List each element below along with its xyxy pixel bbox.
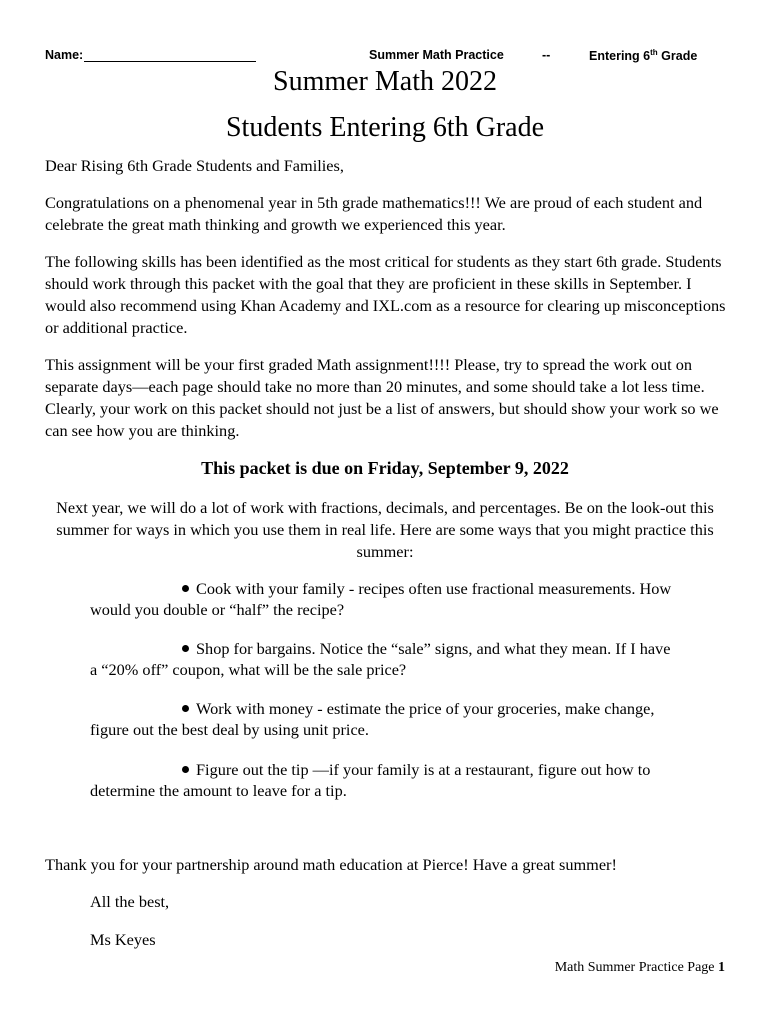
page-number: 1 xyxy=(718,960,725,975)
list-item xyxy=(90,698,730,740)
header-title: Summer Math Practice xyxy=(369,48,504,62)
header-grade-sup: th xyxy=(650,48,658,57)
list-item-line2: determine the amount to leave for a tip. xyxy=(90,781,347,800)
name-field xyxy=(45,48,256,62)
header-grade xyxy=(589,48,697,63)
signature: Ms Keyes xyxy=(90,930,156,949)
page-subtitle: Students Entering 6th Grade xyxy=(225,112,545,143)
bullet-icon xyxy=(182,766,189,773)
intro-paragraph: Next year, we will do a lot of work with fractions, decimals, and percentages. Be on the look-out this summer for ways in which you use them in real life. Here are some ways that you might practice this summer: xyxy=(56,498,714,561)
page-title: Summer Math 2022 xyxy=(273,66,497,97)
list-item-line1: Cook with your family - recipes often use fractional measurements. How xyxy=(196,579,672,598)
header-grade-suffix: Grade xyxy=(657,49,698,63)
due-date: This packet is due on Friday, September 9, 2022 xyxy=(201,458,569,478)
bullet-icon xyxy=(182,705,189,712)
list-item-line1: Work with money - estimate the price of your groceries, make change, xyxy=(196,699,655,718)
bullet-icon xyxy=(182,645,189,652)
list-item-line2: would you double or “half” the recipe? xyxy=(90,600,345,619)
header-separator: -- xyxy=(542,48,551,62)
header-grade-prefix: Entering 6 xyxy=(589,49,651,63)
list-item xyxy=(90,759,730,801)
footer-label: Math Summer Practice Page xyxy=(554,960,715,975)
closing-line: All the best, xyxy=(90,892,170,911)
paragraph-assignment: This assignment will be your first graded Math assignment!!!! Please, try to spread the work out on separate days—each page should take no more than 20 minutes, and some should take a lot less time. Clearly, your work on this packet should not just be a list of answers, but should show your work so we can see how you are thinking. xyxy=(45,355,719,440)
paragraph-skills: The following skills has been identified as the most critical for students as they start 6th grade. Students should work through this packet with the goal that they are proficient in these skills in September. I would also recommend using Khan Academy and IXL.com as a resource for clearing up misconceptions or additional practice. xyxy=(45,252,726,337)
list-item-line2: a “20% off” coupon, what will be the sale price? xyxy=(90,660,407,679)
page-footer xyxy=(555,958,725,978)
bullet-icon xyxy=(182,585,189,592)
list-item-line1: Shop for bargains. Notice the “sale” signs, and what they mean. If I have xyxy=(196,639,671,658)
list-item xyxy=(90,578,730,620)
list-item-line2: figure out the best deal by using unit price. xyxy=(90,720,369,739)
list-item xyxy=(90,638,730,680)
greeting: Dear Rising 6th Grade Students and Families, xyxy=(45,156,344,175)
thanks-paragraph: Thank you for your partnership around math education at Pierce! Have a great summer! xyxy=(45,855,617,874)
name-label: Name: xyxy=(45,48,84,62)
name-blank-line xyxy=(84,48,256,62)
paragraph-congratulations: Congratulations on a phenomenal year in 5th grade mathematics!!! We are proud of each student and celebrate the great math thinking and growth we experienced this year. xyxy=(45,193,703,234)
list-item-line1: Figure out the tip —if your family is at a restaurant, figure out how to xyxy=(196,760,651,779)
